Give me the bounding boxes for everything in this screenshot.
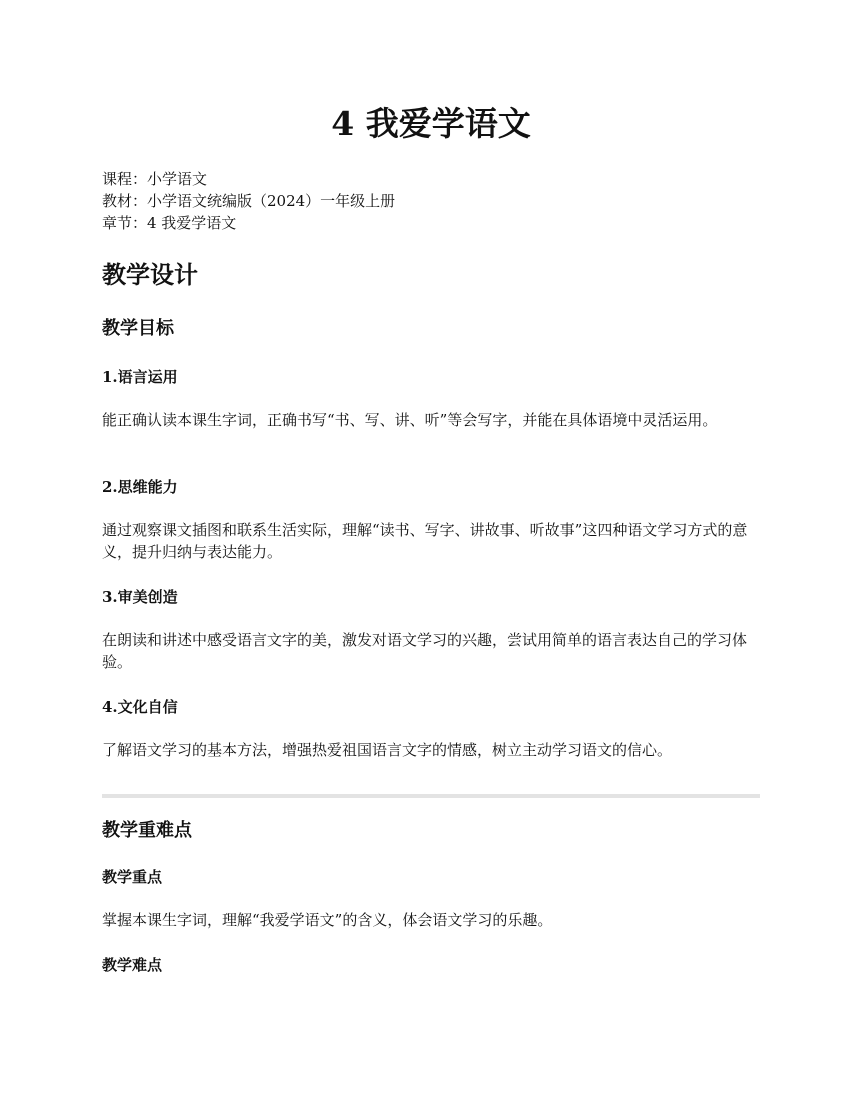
objective-title-4: 4.文化自信 [102, 698, 178, 716]
section-heading-design: 教学设计 [102, 260, 198, 289]
meta-chapter: 章节：4 我爱学语文 [102, 214, 237, 232]
objective-title-2: 2.思维能力 [102, 478, 178, 496]
document-title: 4 我爱学语文 [331, 104, 531, 143]
objective-title-3: 3.审美创造 [102, 588, 178, 606]
focus-title: 教学重点 [102, 868, 163, 886]
focus-text: 掌握本课生字词，理解“我爱学语文”的含义，体会语文学习的乐趣。 [102, 911, 553, 929]
subsection-heading-objectives: 教学目标 [102, 318, 174, 339]
objective-text-4: 了解语文学习的基本方法，增强热爱祖国语言文字的情感，树立主动学习语文的信心。 [102, 741, 673, 759]
objective-text-3: 在朗读和讲述中感受语言文字的美，激发对语文学习的兴趣，尝试用简单的语言表达自己的学习体验。 [102, 631, 748, 671]
meta-course: 课程：小学语文 [102, 170, 208, 188]
meta-block [102, 168, 395, 234]
objective-title-1: 1.语言运用 [102, 368, 178, 386]
subsection-heading-key-points: 教学重难点 [102, 820, 192, 841]
objective-text-2: 通过观察课文插图和联系生活实际，理解“读书、写字、讲故事、听故事”这四种语文学习方式的意义，提升归纳与表达能力。 [102, 521, 748, 561]
difficulty-title: 教学难点 [102, 956, 163, 974]
objective-text-1: 能正确认读本课生字词，正确书写“书、写、讲、听”等会写字，并能在具体语境中灵活运用。 [102, 411, 718, 429]
section-divider [102, 794, 760, 798]
meta-textbook: 教材：小学语文统编版（2024）一年级上册 [102, 192, 396, 210]
